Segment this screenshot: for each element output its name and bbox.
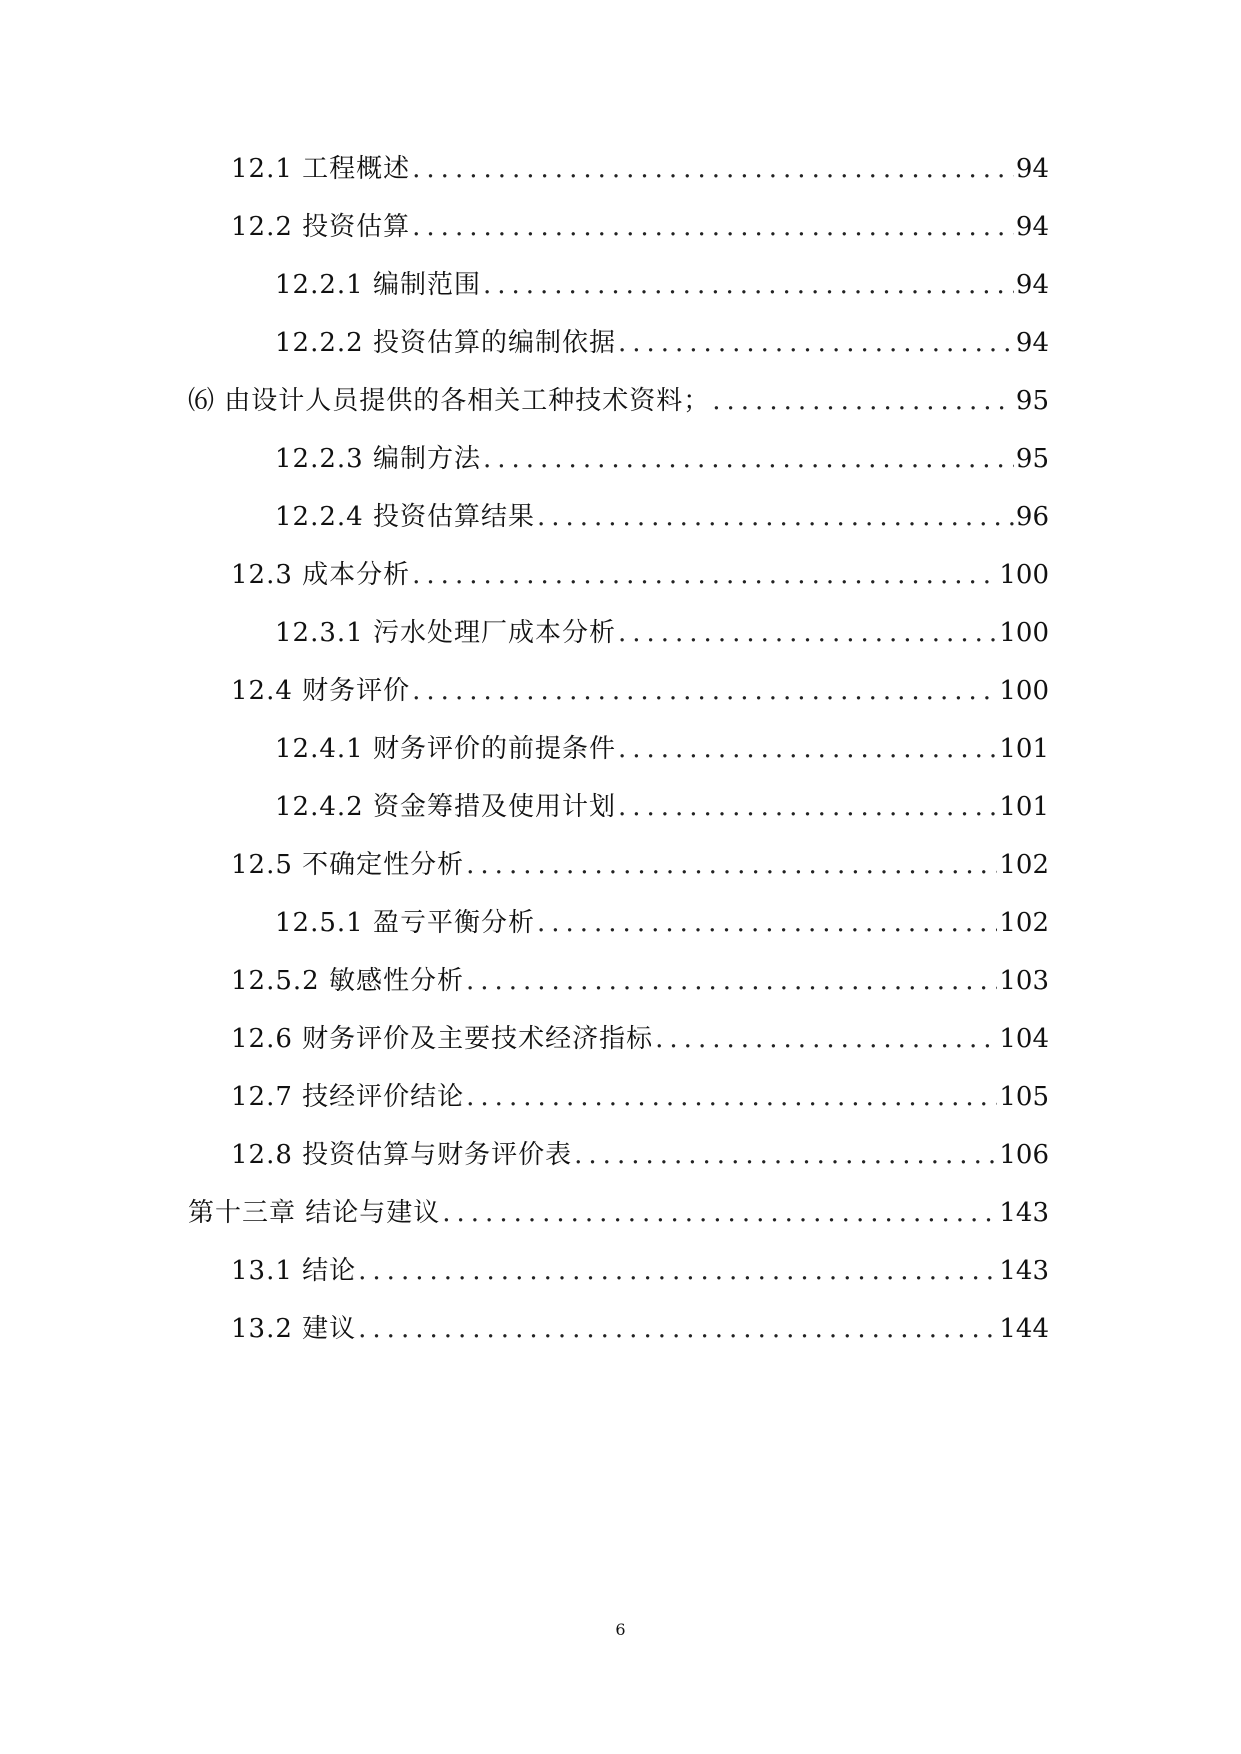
- dot-leader: [358, 1256, 997, 1286]
- dot-leader: [412, 560, 997, 590]
- toc-entry-page: 95: [1015, 444, 1049, 474]
- toc-entry-title: 12.4.1 财务评价的前提条件: [275, 734, 616, 764]
- toc-entry-page: 105: [999, 1082, 1049, 1112]
- toc-entry[interactable]: [188, 1184, 1049, 1228]
- toc-entry-title: 12.3 成本分析: [231, 560, 411, 590]
- dot-leader: [412, 154, 1014, 184]
- dot-leader: [574, 1140, 997, 1170]
- toc-entry-page: 100: [999, 560, 1049, 590]
- toc-entry-page: 100: [999, 618, 1049, 648]
- toc-entry[interactable]: [275, 314, 1049, 358]
- toc-entry[interactable]: [275, 488, 1049, 532]
- toc-entry-page: 143: [999, 1256, 1049, 1286]
- toc-entry[interactable]: [231, 836, 1049, 880]
- toc-entry-title: 12.6 财务评价及主要技术经济指标: [231, 1024, 654, 1054]
- toc-entry-title: 12.1 工程概述: [231, 154, 411, 184]
- toc-entry-page: 102: [999, 850, 1049, 880]
- toc-entry[interactable]: [231, 662, 1049, 706]
- page-number: 6: [615, 1620, 626, 1639]
- dot-leader: [712, 386, 1014, 416]
- toc-entry[interactable]: [188, 372, 1049, 416]
- toc-entry-title: 12.2.3 编制方法: [275, 444, 481, 474]
- dot-leader: [618, 792, 997, 822]
- toc-entry-title: 12.3.1 污水处理厂成本分析: [275, 618, 616, 648]
- toc-entry-title: 13.1 结论: [231, 1256, 357, 1286]
- toc-entry-page: 144: [999, 1314, 1049, 1344]
- toc-entry-title: 12.2.1 编制范围: [275, 270, 481, 300]
- toc-entry[interactable]: [231, 198, 1049, 242]
- toc-entry-page: 94: [1015, 212, 1049, 242]
- toc-entry-page: 104: [999, 1024, 1049, 1054]
- toc-entry-title: 12.8 投资估算与财务评价表: [231, 1140, 573, 1170]
- toc-entry[interactable]: [231, 546, 1049, 590]
- toc-entry[interactable]: [275, 256, 1049, 300]
- toc-entry[interactable]: [275, 604, 1049, 648]
- dot-leader: [537, 502, 1014, 532]
- toc-entry[interactable]: [231, 140, 1049, 184]
- toc-entry-page: 143: [999, 1198, 1049, 1228]
- toc-entry-title: 12.4.2 资金筹措及使用计划: [275, 792, 616, 822]
- dot-leader: [442, 1198, 997, 1228]
- toc-entry[interactable]: [231, 1126, 1049, 1170]
- toc-entry-title: 12.5.2 敏感性分析: [231, 966, 464, 996]
- dot-leader: [483, 270, 1014, 300]
- dot-leader: [412, 676, 997, 706]
- toc-entry-page: 100: [999, 676, 1049, 706]
- dot-leader: [358, 1314, 997, 1344]
- toc-entry[interactable]: [275, 894, 1049, 938]
- toc-entry-page: 94: [1015, 270, 1049, 300]
- dot-leader: [618, 618, 997, 648]
- toc-entry[interactable]: [231, 1300, 1049, 1344]
- dot-leader: [537, 908, 997, 938]
- toc-entry-title: 第十三章 结论与建议: [188, 1198, 441, 1228]
- dot-leader: [466, 850, 997, 880]
- toc-entry[interactable]: [275, 778, 1049, 822]
- toc-entry[interactable]: [231, 1068, 1049, 1112]
- toc-entry[interactable]: [231, 1242, 1049, 1286]
- toc-entry-title: 13.2 建议: [231, 1314, 357, 1344]
- toc-entry[interactable]: [231, 952, 1049, 996]
- toc-entry-page: 101: [999, 734, 1049, 764]
- toc-entry[interactable]: [275, 720, 1049, 764]
- dot-leader: [655, 1024, 997, 1054]
- toc-entry-title: 12.5.1 盈亏平衡分析: [275, 908, 535, 938]
- dot-leader: [412, 212, 1014, 242]
- dot-leader: [618, 734, 997, 764]
- toc-entry-page: 94: [1015, 154, 1049, 184]
- toc-entry-page: 106: [999, 1140, 1049, 1170]
- toc-entry[interactable]: [231, 1010, 1049, 1054]
- toc-entry-title: 12.5 不确定性分析: [231, 850, 465, 880]
- dot-leader: [466, 966, 997, 996]
- dot-leader: [483, 444, 1014, 474]
- toc-entry-page: 94: [1015, 328, 1049, 358]
- toc-entry-title: 12.2.4 投资估算结果: [275, 502, 535, 532]
- toc-entry[interactable]: [275, 430, 1049, 474]
- toc-entry-title: 12.2.2 投资估算的编制依据: [275, 328, 616, 358]
- toc-entry-title: 12.4 财务评价: [231, 676, 411, 706]
- toc-entry-page: 102: [999, 908, 1049, 938]
- dot-leader: [618, 328, 1014, 358]
- toc-entry-page: 101: [999, 792, 1049, 822]
- toc-entry-page: 103: [999, 966, 1049, 996]
- toc-entry-page: 95: [1015, 386, 1049, 416]
- toc-entry-title: 12.7 技经评价结论: [231, 1082, 465, 1112]
- toc-entry-page: 96: [1015, 502, 1049, 532]
- toc-entry-title: 12.2 投资估算: [231, 212, 411, 242]
- dot-leader: [466, 1082, 997, 1112]
- toc-entry-title: ⑹ 由设计人员提供的各相关工种技术资料；: [188, 386, 711, 416]
